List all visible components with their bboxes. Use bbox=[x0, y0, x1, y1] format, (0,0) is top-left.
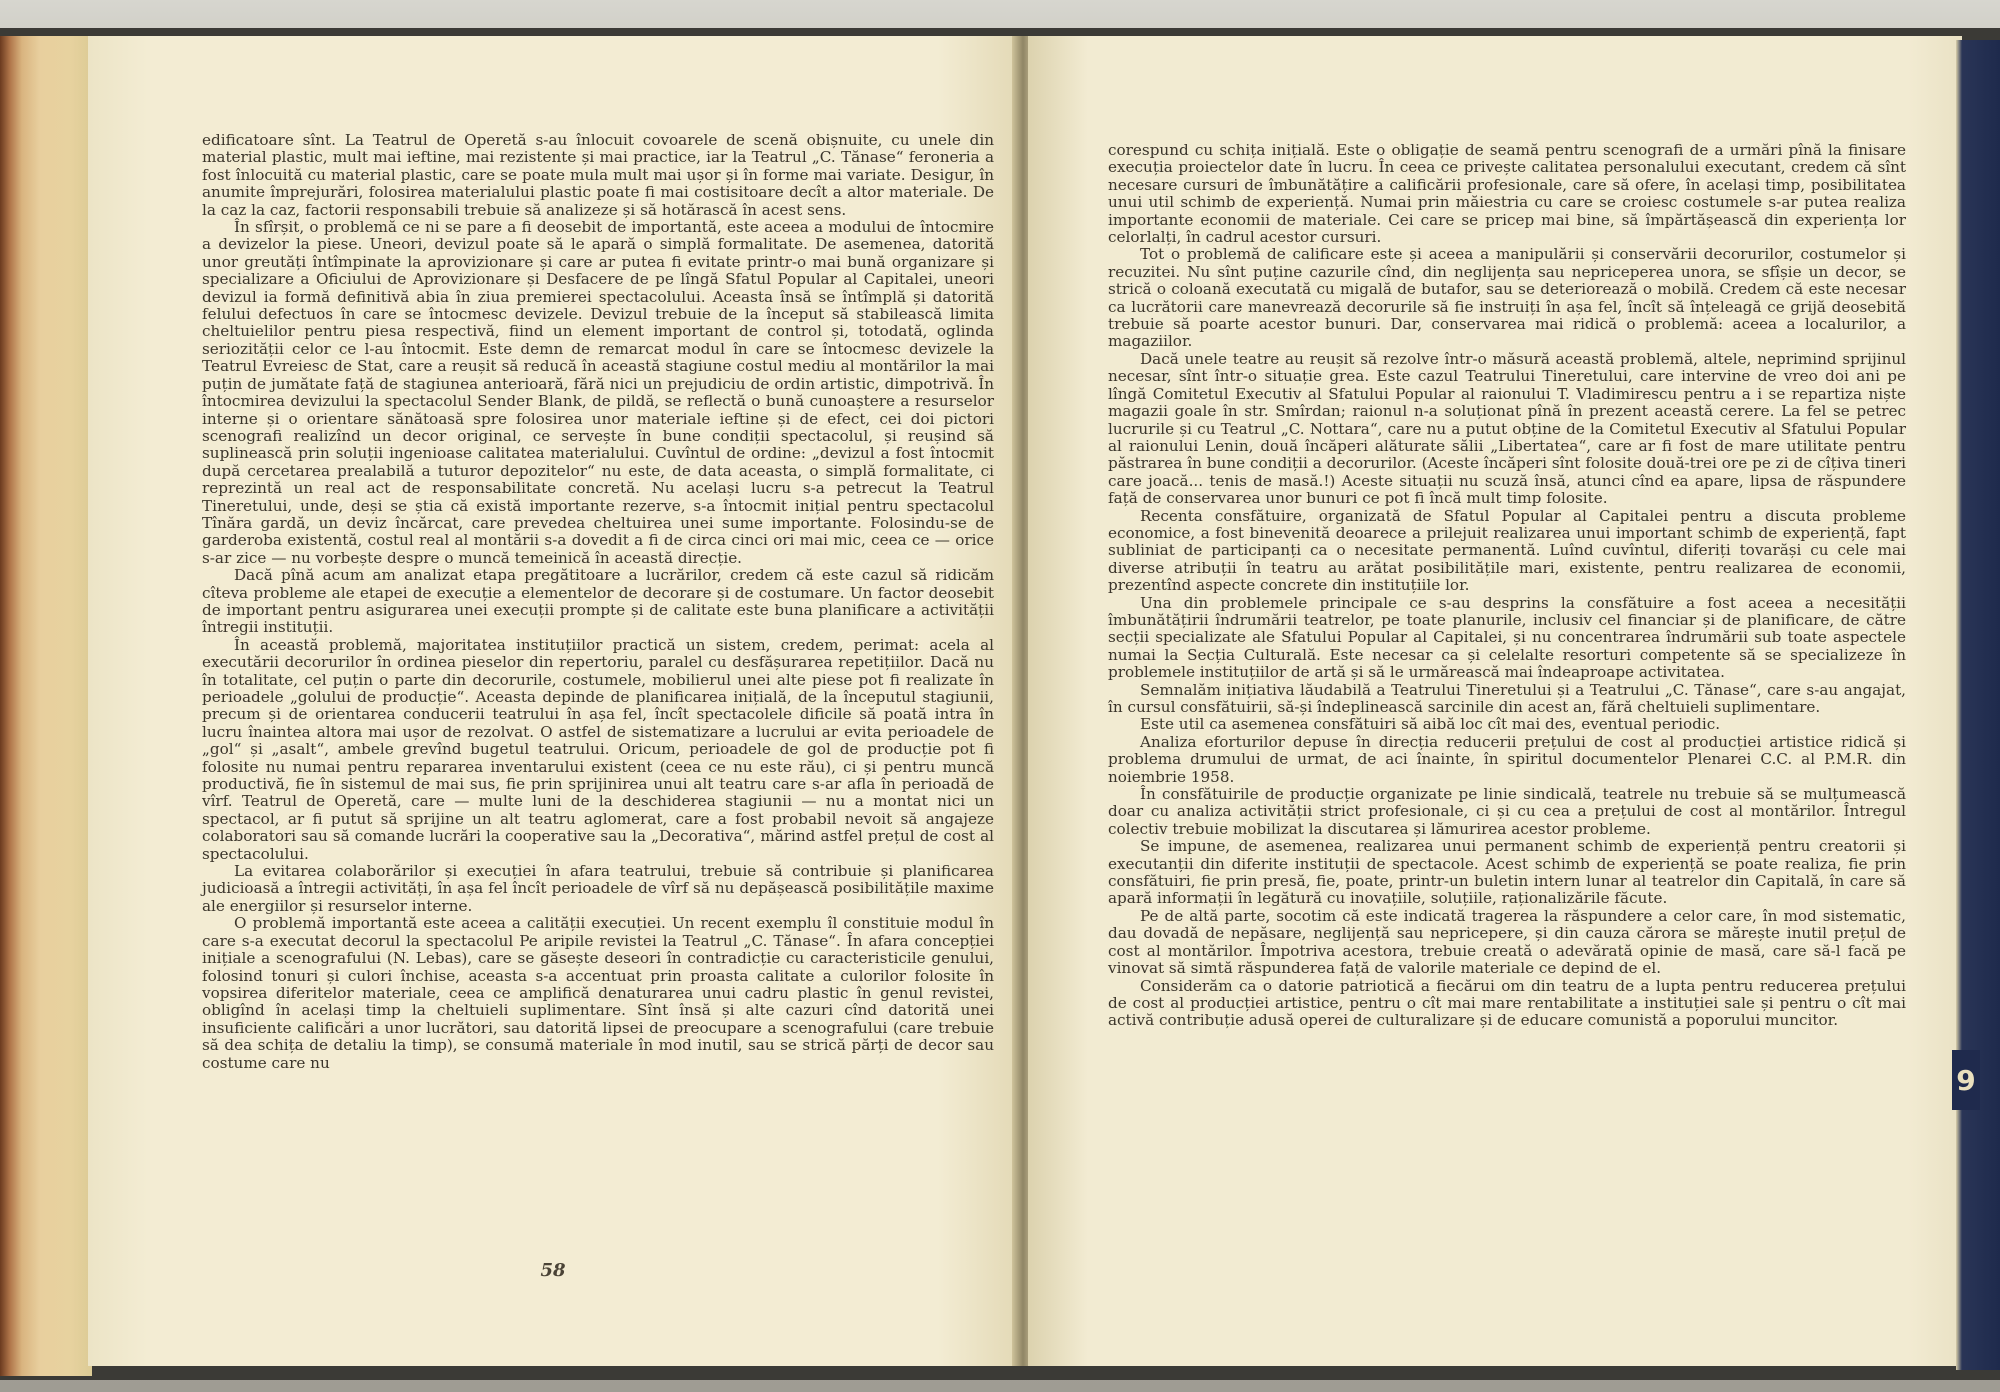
paragraph: Una din problemele principale ce s-au desprins la consfătuire a fost aceea a necesității îmbunătățirii îndrumării teatrelor, pe toate planurile, inclusiv cel financiar și de planificare, de către secții specializate ale Sfatului Popular al Capitalei, și nu concentrarea îndrumării sub toate aspectele numai la Secția Culturală. Este necesar ca și celelalte resorturi competente să se specializeze în problemele instituțiilor de artă și să le urmărească mai îndeaproape activitatea. bbox=[1108, 593, 1906, 682]
paragraph: În sfîrșit, o problemă ce ni se pare a fi deosebit de importantă, este aceea a modului de întocmire a devizelor la piese. Uneori, devizul poate să le apară o simplă formalitate. De asemenea, datorită unor greutăți întîmpinate la aprovizionare și care ar putea fi evitate printr-o mai bună organizare și specializare a Oficiului de Aprovizionare și Desfacere de pe lîngă Sfatul Popular al Capitalei, uneori devizul ia formă definitivă abia în ziua premierei spectacolului. Aceasta însă se întîmplă și datorită felului defectuos în care se întocmesc devizele. Devizul trebuie de la început să stabilească limita cheltuielilor pentru piesa respectivă, fiind un element important de control și, totodată, oglinda seriozității celor ce l-au întocmit. Este demn de remarcat modul în care se întocmesc devizele la Teatrul Evreiesc de Stat, care a reușit să reducă în această stagiune costul mediu al montărilor la mai puțin de jumătate față de stagiunea anterioară, fără nici un prejudiciu de ordin artistic, dimpotrivă. În întocmirea devizului la spectacolul Sender Blank, de pildă, se reflectă o bună cunoaștere a resurselor interne și o orientare sănătoasă spre folosirea unor materiale ieftine și de efect, cei doi pictori scenografi realizînd un decor original, ce servește în bune condiții spectacolul, și reușind să suplinească prin soluții ingenioase calitatea materialului. Cuvîntul de ordine: „devizul a fost întocmit după cercetarea prealabilă a tuturor depozitelor“ nu este, de data aceasta, o simplă formalitate, ci reprezintă un real act de responsabilitate concretă. Nu același lucru s-a petrecut la Teatrul Tineretului, unde, deși se știa că există importante rezerve, s-a întocmit inițial pentru spectacolul Tînăra gardă, un deviz încărcat, care prevedea cheltuirea unei sume importante. Folosindu-se de garderoba existentă, costul real al montării s-a dovedit a fi de circa cinci ori mai mic, ceea ce — orice s-ar zice — nu vorbește despre o muncă temeinică în această direcție. bbox=[202, 218, 994, 567]
page-number: 58 bbox=[540, 1260, 566, 1281]
paragraph: Analiza eforturilor depuse în direcția reducerii prețului de cost al producției artistice ridică și problema drumului de urmat, de aci înainte, în spiritul documentelor Plenarei C.C. al P.M.R. din noiembrie 1958. bbox=[1108, 732, 1906, 786]
book-page-edges-left bbox=[0, 36, 92, 1376]
paragraph: edificatoare sînt. La Teatrul de Operetă s-au înlocuit covoarele de scenă obișnuite, cu unele din material plastic, mult mai ieftine, mai rezistente și mai practice, iar la Teatrul „C. Tănase“ feroneria a fost înlocuită cu material plastic, care se poate mula mult mai ușor și în forme mai variate. Desigur, în anumite împrejurări, folosirea materialului plastic poate fi mai costisitoare decît a altor materiale. De la caz la caz, factorii responsabili trebuie să analizeze și să hotărască în acest sens. bbox=[202, 131, 994, 219]
right-page bbox=[1028, 36, 1962, 1366]
paragraph: Este util ca asemenea consfătuiri să aibă loc cît mai des, eventual periodic. bbox=[1140, 715, 1721, 734]
paragraph: La evitarea colaborărilor și execuției în afara teatrului, trebuie să contribuie și planificarea judicioasă a întregii activități, în așa fel încît perioadele de vîrf să nu depășească posibilitățile maxime ale energiilor și resurselor interne. bbox=[202, 862, 994, 915]
paragraph: În consfătuirile de producție organizate pe linie sindicală, teatrele nu trebuie să se mulțumească doar cu analiza activității strict profesionale, ci și cu cea a prețului de cost al montărilor. Întregul colectiv trebuie mobilizat la discutarea și lămurirea acestor probleme. bbox=[1108, 785, 1906, 838]
paragraph: Semnalăm inițiativa lăudabilă a Teatrului Tineretului și a Teatrului „C. Tănase“, care s-au angajat, în cursul consfătuirii, să-și îndeplinească sarcinile din acest an, fără cheltuieli suplimentare. bbox=[1108, 680, 1906, 716]
paragraph: În această problemă, majoritatea instituțiilor practică un sistem, credem, perimat: acela al executării decorurilor în ordinea pieselor din repertoriu, paralel cu desfășurarea repetițiilor. Dacă nu în totalitate, cel puțin o parte din decorurile, costumele, mobilierul unei alte piese pot fi realizate în perioadele „golului de producție“. Aceasta depinde de planificarea inițială, de la începutul stagiunii, precum și de orientarea conducerii teatrului în așa fel, încît spectacolele dificile să poată intra în lucru înaintea altora mai ușor de rezolvat. O astfel de sistematizare a lucrului ar evita perioadele de „gol“ și „asalt“, ambele grevînd bugetul teatrului. Oricum, perioadele de gol de producție pot fi folosite nu numai pentru repararea inventarului existent (ceea ce nu este rău), ci și pentru muncă productivă, fie în sistemul de mai sus, fie prin sprijinirea unui alt teatru care s-ar afla în perioadă de vîrf. Teatrul de Operetă, care — multe luni de la deschiderea stagiunii — nu a montat nici un spectacol, ar fi putut să sprijine un alt teatru aglomerat, care a fost probabil nevoit să angajeze colaboratori sau să comande lucrări la cooperative sau la „Decorativa“, mărind astfel prețul de cost al spectacolului. bbox=[202, 635, 994, 863]
paragraph: Se impune, de asemenea, realizarea unui permanent schimb de experiență pentru creatorii și executanții din diferite instituții de spectacole. Acest schimb de experiență se poate realiza, fie prin consfătuiri, fie prin presă, fie, poate, printr-un buletin intern lunar al teatrelor din Capitală, în care să apară informații în legătură cu inovațiile, soluțiile, raționalizările făcute. bbox=[1108, 837, 1906, 908]
paragraph: Tot o problemă de calificare este și aceea a manipulării și conservării decorurilor, costumelor și recuzitei. Nu sînt puține cazurile cînd, din neglijența sau nepriceperea unora, se sfîșie un decor, se strică o coloană executată cu migală de butafor, sau se deteriorează o mobilă. Credem că este necesar ca lucrătorii care manevrează decorurile să fie instruiți în așa fel, încît să înțeleagă ce grijă deosebită trebuie să poarte acestor bunuri. Dar, conservarea mai ridică o problemă: aceea a localurilor, a magaziilor. bbox=[1108, 245, 1906, 351]
book-cover-edge-right bbox=[1956, 40, 2000, 1370]
paragraph: Dacă unele teatre au reușit să rezolve într-o măsură această problemă, altele, neprimind sprijinul necesar, sînt într-o situație grea. Este cazul Teatrului Tineretului, care intervine de vreo doi ani pe lîngă Comitetul Executiv al Sfatului Popular al raionului T. Vladimirescu pentru a i se repartiza niște magazii goale în str. Smîrdan; raionul n-a soluționat pînă în prezent această cerere. La fel se petrec lucrurile și cu Teatrul „C. Nottara“, care nu a putut obține de la Comitetul Executiv al Sfatului Popular al raionului Lenin, două încăperi alăturate sălii „Libertatea“, care ar fi fost de mare utilitate pentru păstrarea în bune condiții a decorurilor. (Aceste încăperi sînt folosite două-trei ore pe zi de cîțiva tineri care joacă... tenis de masă.!) Aceste situații nu scuză însă, atunci cînd ea apare, lipsa de răspundere față de conservarea unor bunuri ce pot fi încă mult timp folosite. bbox=[1108, 349, 1906, 508]
paragraph: O problemă importantă este aceea a calității execuției. Un recent exemplu îl constituie modul în care s-a executat decorul la spectacolul Pe aripile revistei la Teatrul „C. Tănase“. În afara concepției inițiale a scenografului (N. Lebas), care se găsește deseori în contradicție cu caracteristicile genului, folosind tonuri și culori închise, aceasta s-a accentuat prin proasta calitate a culorilor folosite în vopsirea diferitelor materiale, ceea ce amplifică denaturarea unui cadru plastic în genul revistei, obligînd în același timp la cheltuieli suplimentare. Sînt însă și alte cazuri cînd datorită unei insuficiente calificări a unor lucrători, sau datorită lipsei de preocupare a scenografului (care trebuie să dea schița de detaliu la timp), se consumă materiale în mod inutil, sau se strică părți de decor sau costume care nu bbox=[202, 914, 994, 1072]
paragraph: corespund cu schița inițială. Este o obligație de seamă pentru scenografi de a urmări pînă la finisare execuția proiectelor date în lucru. În ceea ce privește calitatea personalului executant, credem că sînt necesare cursuri de îmbunătățire a calificării profesionale, care să ofere, în același timp, posibilitatea unui util schimb de experiență. Numai prin măiestria cu care se croiesc costumele s-ar putea realiza importante economii de materiale. Cei care se pricep mai bine, să împărtășească din experiența lor celorlalți, în cadrul acestor cursuri. bbox=[1108, 141, 1906, 247]
section-tab-marker: 9 bbox=[1952, 1050, 1980, 1110]
right-page-text bbox=[1108, 142, 1906, 1030]
left-page-text bbox=[202, 132, 994, 1072]
paragraph: Considerăm ca o datorie patriotică a fiecărui om din teatru de a lupta pentru reducerea prețului de cost al producției artistice, pentru o cît mai mare rentabilitate a instituției sale și pentru o cît mai activă contribuție adusă operei de culturalizare și de educare comunistă a poporului muncitor. bbox=[1108, 976, 1906, 1030]
paragraph: Recenta consfătuire, organizată de Sfatul Popular al Capitalei pentru a discuta probleme economice, a fost binevenită deoarece a prilejuit realizarea unui important schimb de experiență, fapt subliniat de participanți ca o necesitate permanentă. Luînd cuvîntul, diferiți tovarăși cu cele mai diverse atribuții în teatru au arătat posibilitățile mari, existente, pentru realizarea de economii, prezentînd aspecte concrete din instituțiile lor. bbox=[1108, 506, 1906, 595]
left-page bbox=[88, 36, 1018, 1366]
paragraph: Dacă pînă acum am analizat etapa pregătitoare a lucrărilor, credem că este cazul să ridicăm cîteva probleme ale etapei de execuție a elementelor de decorare și de costumare. Un factor deosebit de important pentru asigurarea unei execuții prompte și de calitate este buna planificare a activității întregii instituții. bbox=[202, 566, 994, 637]
paragraph: Pe de altă parte, socotim că este indicată tragerea la răspundere a celor care, în mod sistematic, dau dovadă de nepăsare, neglijență sau nepricepere, și din cauza cărora se mărește inutil prețul de cost al montărilor. Împotriva acestora, trebuie creată o adevărată opinie de masă, care să-l facă pe vinovat să simtă răspunderea față de valorile materiale ce depind de el. bbox=[1108, 906, 1906, 978]
